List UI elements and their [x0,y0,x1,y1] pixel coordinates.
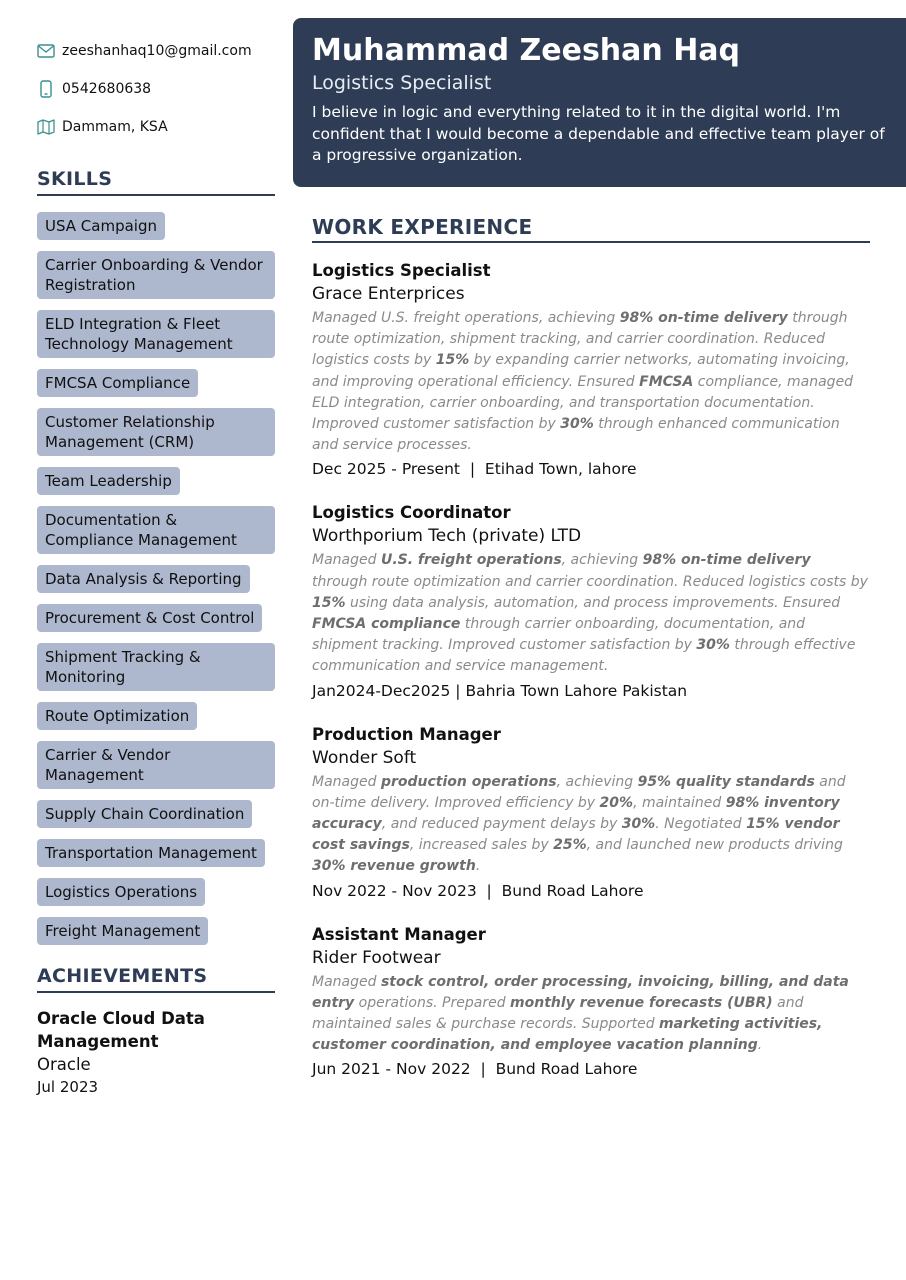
job-entry [312,259,870,481]
description-text: through carrier onboarding, documentation, and shipment tracking. Improved customer satisfaction by [312,616,806,654]
skill-chip: Logistics Operations [37,878,205,906]
achievement-date: Jul 2023 [37,1078,99,1096]
job-company: Wonder Soft [312,747,417,768]
description-highlight: 30% revenue growth [312,858,476,875]
skill-chip: Route Optimization [37,702,197,730]
skill-chip: Carrier Onboarding & Vendor Registration [37,251,275,299]
description-highlight: 95% quality standards [637,773,815,790]
description-text: , achieving [556,773,638,790]
description-text: and maintained sales & purchase records. Supported [312,994,804,1033]
description-highlight: 98% inventory accuracy [312,794,840,833]
skill-chip: Shipment Tracking & Monitoring [37,643,275,691]
description-text: , maintained [633,794,726,811]
description-highlight: FMCSA [639,373,694,390]
description-highlight: 20% [599,794,634,811]
skill-chip: Procurement & Cost Control [37,604,262,632]
contact-phone[interactable] [37,78,275,100]
description-text: operations. Prepared [354,994,511,1011]
skill-chip: ELD Integration & Fleet Technology Management [37,310,275,358]
description-text: and on-time delivery. Improved efficiency by [312,773,846,811]
job-dates-location: Dec 2025 - Present | Etihad Town, lahore [312,460,637,479]
description-highlight: 15% [312,594,346,611]
description-text: through route optimization and carrier coordination. Reduced logistics costs by [312,573,868,590]
description-highlight: 15% vendor cost savings [312,816,840,854]
job-description [312,550,870,677]
description-highlight: 25% [553,837,587,854]
work-experience-heading: WORK EXPERIENCE [312,215,870,243]
skill-chip: Team Leadership [37,467,180,495]
description-text: Managed [312,773,381,790]
description-text: , achieving [561,552,643,569]
skill-chip: Data Analysis & Reporting [37,565,250,593]
job-dates-location: Nov 2022 - Nov 2023 | Bund Road Lahore [312,881,644,900]
description-text: , increased sales by [409,837,554,854]
description-highlight: 30% [621,816,656,833]
location-text: Dammam, KSA [62,119,168,135]
description-text: . Negotiated [655,816,747,833]
job-dates-location: Jan2024-Dec2025 | Bahria Town Lahore Pakistan [312,681,688,700]
achievement-org: Oracle [37,1055,91,1074]
job-description [312,972,870,1057]
skill-chip: USA Campaign [37,212,165,240]
job-company: Worthporium Tech (private) LTD [312,526,582,547]
candidate-role: Logistics Specialist [312,72,492,94]
job-title: Logistics Coordinator [312,503,511,523]
phone-text: 0542680638 [62,81,152,97]
job-entry [312,501,870,702]
description-text: , and launched new products driving [586,837,843,854]
job-dates-location: Jun 2021 - Nov 2022 | Bund Road Lahore [312,1060,638,1079]
description-text: by expanding carrier networks, automating invoicing, and improving operational efficiency. Ensured [312,352,850,390]
description-text: using data analysis, automation, and process improvements. Ensured [345,594,841,611]
job-entry [312,723,870,903]
description-text: Managed [312,973,381,990]
job-title: Assistant Manager [312,924,486,944]
skills-list [37,212,275,945]
profile-summary: I believe in logic and everything related to it in the digital world. I'm confident that I would become a dependable and effective team player of a progressive organization. [312,103,885,164]
description-highlight: FMCSA compliance [312,616,461,633]
description-highlight: monthly revenue forecasts (UBR) [510,994,773,1011]
skill-chip: Documentation & Compliance Management [37,506,275,554]
description-highlight: production operations [380,773,557,790]
description-highlight: 98% on-time delivery [619,310,788,326]
job-entry [312,923,870,1082]
main-content [312,215,870,1081]
jobs-list [312,259,870,1081]
description-highlight: marketing activities, customer coordination, and employee vacation planning [312,1016,823,1054]
skill-chip: Supply Chain Coordination [37,800,252,828]
email-icon [37,42,55,60]
description-highlight: stock control, order processing, invoicing, billing, and data entry [312,973,849,1011]
description-text: . [475,858,481,875]
description-highlight: U.S. freight operations [380,552,562,569]
job-title: Production Manager [312,724,501,744]
sidebar [37,40,275,1098]
job-company: Grace Enterprices [312,284,465,304]
job-title: Logistics Specialist [312,261,491,280]
description-text: , and reduced payment delays by [381,816,622,833]
job-description [312,308,870,456]
skill-chip: Customer Relationship Management (CRM) [37,408,275,456]
description-text: through route optimization, shipment tracking, and carrier coordination. Reduced logistics costs by [312,310,848,369]
description-highlight: 98% on-time delivery [642,552,811,569]
job-description [312,772,870,878]
description-text: compliance, managed ELD integration, carrier onboarding, and transportation documentation. Improved customer satisfaction by [312,373,854,433]
phone-icon [37,80,55,98]
map-icon [37,118,55,136]
description-text: Managed [312,552,381,569]
skill-chip: Carrier & Vendor Management [37,741,275,789]
description-text: . [757,1037,763,1054]
job-company: Rider Footwear [312,947,441,968]
achievement-name: Oracle Cloud Data Management [37,1009,205,1051]
skill-chip: FMCSA Compliance [37,369,198,397]
description-highlight: 15% [435,352,470,369]
description-text: through enhanced communication and service processes. [312,416,840,454]
contact-location [37,116,275,138]
description-text: through effective communication and service management. [312,637,856,675]
skills-heading: SKILLS [37,168,275,196]
description-highlight: 30% [560,416,594,433]
resume-header [293,18,906,187]
achievements-list [37,1007,275,1098]
description-text: Managed U.S. freight operations, achieving [312,310,620,326]
candidate-name: Muhammad Zeeshan Haq [312,33,741,68]
skill-chip: Freight Management [37,917,208,945]
achievements-heading: ACHIEVEMENTS [37,965,275,993]
description-highlight: 30% [696,637,730,654]
skill-chip: Transportation Management [37,839,265,867]
email-text: zeeshanhaq10@gmail.com [62,43,252,59]
contact-email[interactable] [37,40,275,62]
